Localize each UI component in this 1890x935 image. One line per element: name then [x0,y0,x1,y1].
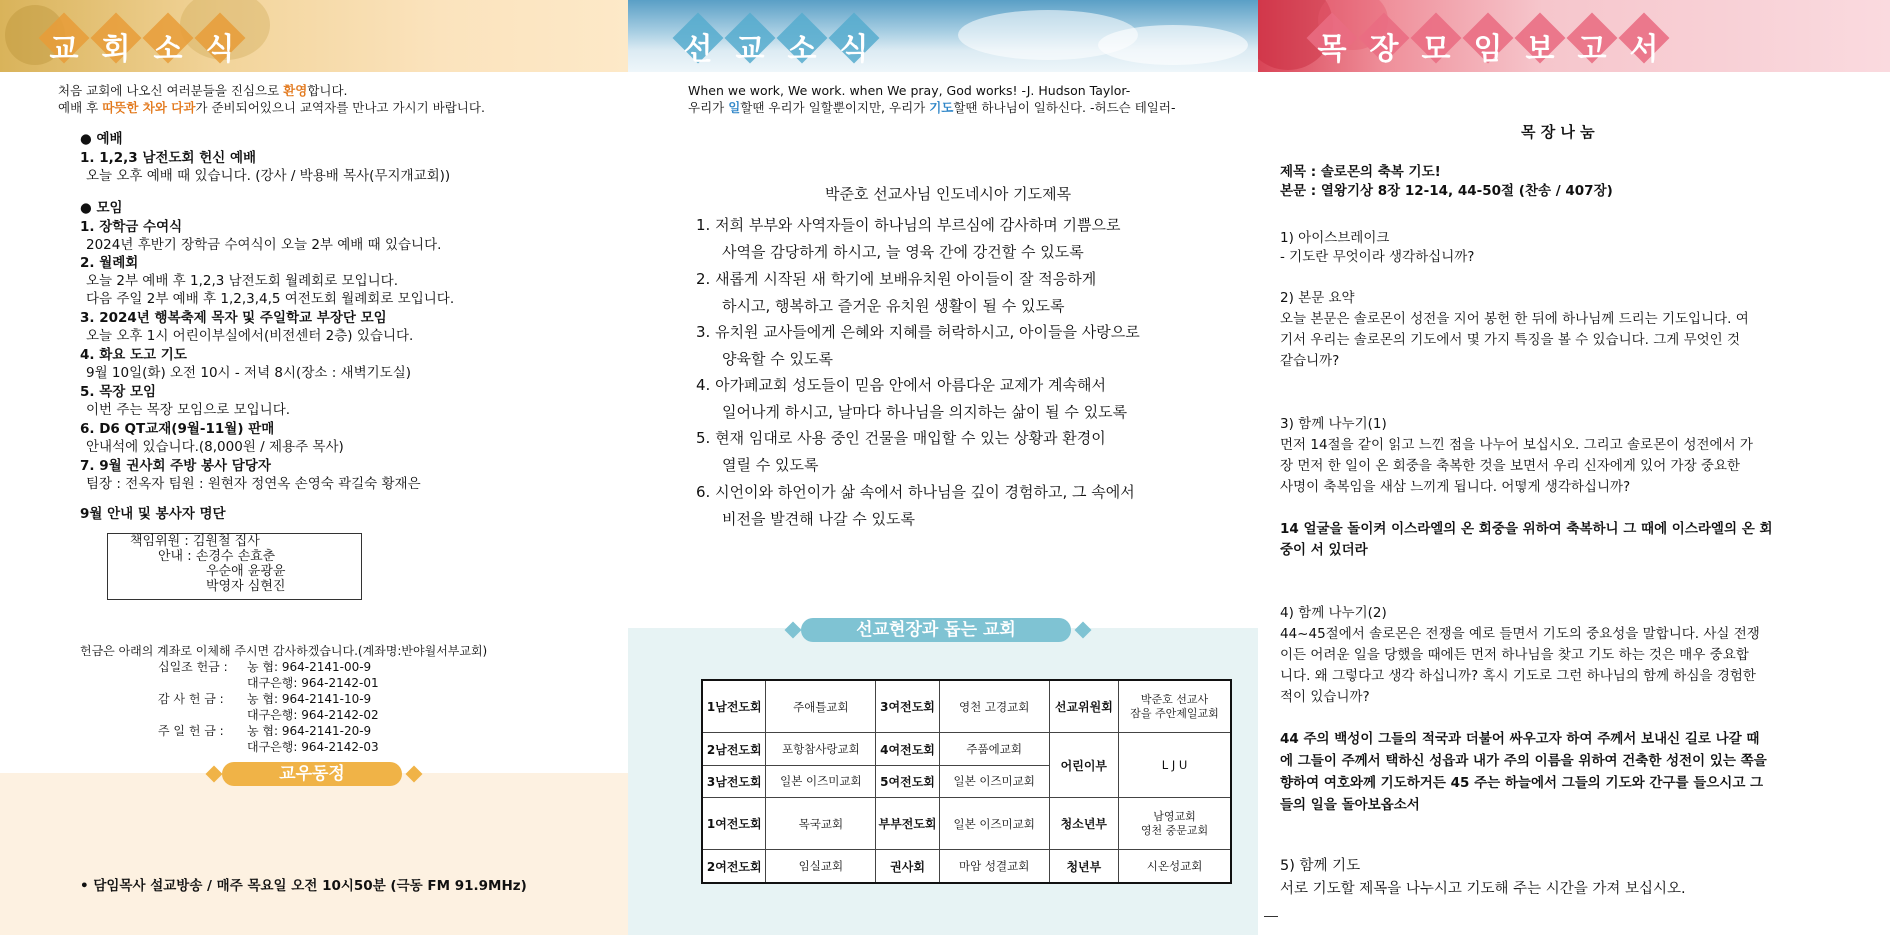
title-char: 교 [735,32,765,67]
section-line: 적이 있습니까? [1280,689,1370,705]
meeting-item-line: 이번 주는 목장 모임으로 모입니다. [86,402,291,418]
staff-line: 안내 : 손경수 손효춘 [158,549,276,564]
section-line: 서로 기도할 제목을 나누시고 기도해 주는 시간을 가져 보십시오. [1280,881,1686,897]
cloud-decoration [1098,25,1248,65]
table-cell: 2남전도회 [702,733,766,765]
staff-box [107,533,362,600]
meeting-item-line: 오늘 2부 예배 후 1,2,3 남전도회 월례회로 모입니다. [86,273,399,289]
title-char: 소 [153,32,183,67]
section-line: 같습니까? [1280,353,1340,369]
prayer-line: 사역을 감당하게 하시고, 늘 영육 간에 강건할 수 있도록 [722,243,1084,261]
offering-account: 대구은행: 964-2142-01 [247,676,379,690]
table-cell: 2여전도회 [702,850,766,883]
offering-account: 대구은행: 964-2142-02 [247,708,379,722]
title-char: 목 [1317,32,1347,67]
verse-line: 44 주의 백성이 그들의 적국과 더불어 싸우고자 하여 주께서 보내신 길로 나갈 때 [1280,731,1760,747]
welcome-line-1: 처음 교회에 나오신 여러분들을 진심으로 환영합니다. [58,83,348,98]
prayer-line: 2. 새롭게 시작된 새 학기에 보배유치원 아이들이 잘 적응하게 [696,270,1097,288]
cell-report-panel [1258,0,1890,935]
prayer-line: 비전을 발견해 나갈 수 있도록 [722,510,915,528]
title-char: 서 [1629,32,1659,67]
table-cell: 1남전도회 [702,680,766,733]
meeting-heading: ● 모임 [80,200,123,216]
quote-korean: 우리가 일할땐 우리가 일할뿐이지만, 우리가 기도할땐 하나님이 일하신다. -허드슨 테일러- [688,100,1176,115]
sharing-heading: 목 장 나 눔 [1521,123,1595,141]
section-line: 장 먼저 한 일이 온 회중을 축복한 것을 보면서 우리 신자에게 있어 가장 중요한 [1280,458,1741,474]
mission-news-panel [628,0,1258,935]
members-news-background [0,773,628,935]
section-line: 먼저 14절을 같이 읽고 느낀 점을 나누어 보십시오. 그리고 솔로몬이 성전에서 가 [1280,437,1753,453]
members-news-title: 교우동정 [222,762,402,786]
scripture-line: 본문 : 열왕기상 8장 12-14, 44-50절 (찬송 / 407장) [1280,183,1613,199]
prayer-line: 하시고, 행복하고 즐거운 유치원 생활이 될 수 있도록 [722,297,1065,315]
meeting-item-line: 2024년 후반기 장학금 수여식이 오늘 2부 예배 때 있습니다. [86,237,442,253]
section-line: 이든 어려운 일을 당했을 때에든 먼저 하나님을 찾고 기도 하는 것은 매우 중요합 [1280,647,1749,663]
verse-line: 향하여 여호와께 기도하거든 45 주는 하늘에서 그들의 기도와 간구를 들으시고 그 [1280,775,1764,791]
title-char: 회 [101,32,131,67]
table-row [702,733,1231,765]
divider [1264,916,1278,917]
table-cell: 5여전도회 [876,765,939,797]
section-title: 1) 아이스브레이크 [1280,230,1390,246]
staff-line: 책임위원 : 김원철 집사 [130,534,260,549]
table-cell: 박준호 선교사 잠을 주안제일교회 [1119,680,1231,733]
mission-news-title [676,16,884,72]
section-title: 3) 함께 나누기(1) [1280,416,1387,432]
title-char: 장 [1369,32,1399,67]
table-cell: 3여전도회 [876,680,939,733]
prayer-line: 4. 아가페교회 성도들이 믿음 안에서 아름다운 교제가 계속해서 [696,376,1106,394]
cell-report-banner [1258,0,1890,72]
section-title: 4) 함께 나누기(2) [1280,605,1387,621]
title-char: 고 [1577,32,1607,67]
verse-line: 에 그들이 주께서 택하신 성읍과 내가 주의 이름을 위하여 건축한 성전이 있는 쪽을 [1280,753,1767,769]
meeting-item-line: 다음 주일 2부 예배 후 1,2,3,4,5 여전도회 월례회로 모입니다. [86,291,455,307]
quote-english: When we work, We work. when We pray, God works! -J. Hudson Taylor- [688,83,1131,98]
table-cell: 일본 이즈미교회 [939,765,1049,797]
meeting-item-title: 4. 화요 도고 기도 [80,347,187,363]
table-row [702,680,1231,733]
meeting-item-line: 팀장 : 전옥자 팀원 : 원현자 정연옥 손영숙 곽길숙 황재은 [86,476,421,492]
prayer-line: 6. 시언이와 하언이가 삶 속에서 하나님을 깊이 경험하고, 그 속에서 [696,483,1135,501]
mission-support-table [701,679,1232,884]
mission-field-title: 선교현장과 돕는 교회 [801,618,1071,642]
section-line: 오늘 본문은 솔로몬이 성전을 지어 봉헌 한 뒤에 하나님께 드리는 기도입니다. 여 [1280,311,1749,327]
table-cell: 마암 성결교회 [939,850,1049,883]
offering-label: 감 사 헌 금 : [158,692,224,706]
table-cell: 1여전도회 [702,798,766,850]
offering-account: 농 협: 964-2141-20-9 [247,724,372,738]
section-line: 기서 우리는 솔로몬의 기도에서 몇 가지 특징을 볼 수 있습니다. 그게 무엇인 것 [1280,332,1741,348]
table-cell: 포항참사랑교회 [766,733,876,765]
title-char: 식 [205,32,235,67]
table-cell: 어린이부 [1049,733,1119,798]
prayer-line: 1. 저희 부부와 사역자들이 하나님의 부르심에 감사하며 기쁨으로 [696,216,1121,234]
table-cell: 임실교회 [766,850,876,883]
table-cell: 4여전도회 [876,733,939,765]
meeting-item-title: 5. 목장 모임 [80,384,157,400]
section-line: 사명이 축복임을 새삼 느끼게 됩니다. 어떻게 생각하십니까? [1280,479,1631,495]
meeting-item-line: 9월 10일(화) 오전 10시 - 저녁 8시(장소 : 새벽기도실) [86,365,412,381]
table-cell: 권사회 [876,850,939,883]
prayer-line: 5. 현재 임대로 사용 중인 건물을 매입할 수 있는 상황과 환경이 [696,429,1106,447]
table-row [702,850,1231,883]
title-char: 소 [787,32,817,67]
meeting-item-title: 2. 월례회 [80,255,139,271]
title-char: 교 [49,32,79,67]
verse-line: 14 얼굴을 돌이켜 이스라엘의 온 회중을 위하여 축복하니 그 때에 이스라엘의 온 회 [1280,521,1773,537]
cell-report-title [1310,16,1674,72]
verse-line: 들의 일을 돌아보옵소서 [1280,797,1420,813]
table-cell: 부부전도회 [876,798,939,850]
offering-intro: 헌금은 아래의 계좌로 이체해 주시면 감사하겠습니다.(계좌명:반야월서부교회) [80,644,488,658]
table-cell: 시온성교회 [1119,850,1231,883]
offering-label: 주 일 헌 금 : [158,724,224,738]
title-char: 식 [839,32,869,67]
meeting-item-title: 7. 9월 권사회 주방 봉사 담당자 [80,458,271,474]
section-line: - 기도란 무엇이라 생각하십니까? [1280,249,1475,265]
offering-account: 농 협: 964-2141-00-9 [247,660,372,674]
staff-line: 우순애 윤광윤 [206,564,286,579]
staff-heading: 9월 안내 및 봉사자 명단 [80,506,226,522]
church-news-banner [0,0,628,72]
meeting-item-title: 3. 2024년 행복축제 목자 및 주일학교 부장단 모임 [80,310,387,326]
table-cell: 청년부 [1049,850,1119,883]
offering-label: 십일조 헌금 : [158,660,228,674]
worship-item-desc: 오늘 오후 예배 때 있습니다. (강사 / 박용배 목사(무지개교회)) [86,168,451,184]
table-cell: 3남전도회 [702,765,766,797]
staff-line: 박영자 심현진 [206,579,286,594]
worship-heading: ● 예배 [80,131,123,147]
table-cell: 일본 이즈미교회 [939,798,1049,850]
welcome-line-2: 예배 후 따뜻한 차와 다과가 준비되어있으니 교역자를 만나고 가시기 바랍니다. [58,100,485,115]
worship-item-title: 1. 1,2,3 남전도회 헌신 예배 [80,150,257,166]
section-line: 니다. 왜 그렇다고 생각 하십니까? 혹시 기도로 그런 하나님의 함께 하심을 경험한 [1280,668,1756,684]
section-line: 44~45절에서 솔로몬은 전쟁을 예로 들면서 기도의 중요성을 말합니다. 사실 전쟁 [1280,626,1760,642]
title-char: 보 [1525,32,1555,67]
broadcast-notice: • 담임목사 설교방송 / 매주 목요일 오전 10시50분 (극동 FM 91.9MHz) [80,878,527,894]
meeting-item-title: 6. D6 QT교재(9월-11월) 판매 [80,421,275,437]
title-char: 임 [1473,32,1503,67]
table-cell: 일본 이즈미교회 [766,765,876,797]
table-cell: 선교위원회 [1049,680,1119,733]
table-cell: L J U [1119,733,1231,798]
verse-line: 중이 서 있더라 [1280,542,1368,558]
table-cell: 주품에교회 [939,733,1049,765]
section-title: 5) 함께 기도 [1280,858,1361,874]
prayer-title: 박준호 선교사님 인도네시아 기도제목 [825,185,1072,203]
offering-account: 농 협: 964-2141-10-9 [247,692,372,706]
subject-line: 제목 : 솔로몬의 축복 기도! [1280,164,1441,180]
meeting-item-line: 안내석에 있습니다.(8,000원 / 제용주 목사) [86,439,344,455]
meeting-item-line: 오늘 오후 1시 어린이부실에서(비전센터 2층) 있습니다. [86,328,414,344]
table-cell: 목국교회 [766,798,876,850]
table-cell: 청소년부 [1049,798,1119,850]
offering-account: 대구은행: 964-2142-03 [247,740,379,754]
table-cell: 영천 고경교회 [939,680,1049,733]
section-title: 2) 본문 요약 [1280,290,1355,306]
meeting-item-title: 1. 장학금 수여식 [80,219,183,235]
title-char: 모 [1421,32,1451,67]
church-news-panel [0,0,628,935]
table-row [702,798,1231,850]
table-cell: 남영교회 영천 중문교회 [1119,798,1231,850]
mission-news-banner [628,0,1258,72]
prayer-line: 양육할 수 있도록 [722,350,833,368]
prayer-line: 일어나게 하시고, 날마다 하나님을 의지하는 삶이 될 수 있도록 [722,403,1128,421]
title-char: 선 [683,32,713,67]
table-cell: 주애틀교회 [766,680,876,733]
prayer-line: 3. 유치원 교사들에게 은혜와 지혜를 허락하시고, 아이들을 사랑으로 [696,323,1140,341]
church-news-title [42,16,250,72]
prayer-line: 열릴 수 있도록 [722,456,819,474]
